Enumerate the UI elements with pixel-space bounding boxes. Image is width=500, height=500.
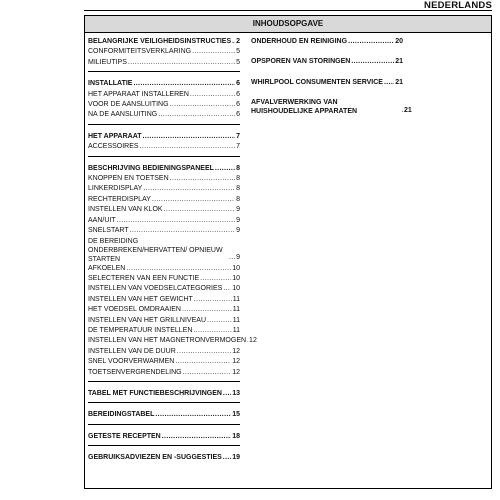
toc-leader-dots [228,253,235,263]
toc-leader-dots [182,368,232,378]
toc-box [84,15,492,489]
toc-leader-dots [191,47,235,57]
toc-entry[interactable] [88,432,240,442]
toc-page-number: 10 [232,285,240,293]
toc-section [88,453,240,466]
toc-leader-dots [246,336,248,346]
toc-entry-label: AFVALVERWERKING VAN HUISHOUDELIJKE APPARATEN [251,99,358,116]
toc-entry[interactable] [88,132,240,142]
toc-entry[interactable] [88,174,240,184]
toc-entry-label: ONDERHOUD EN REINIGING [251,38,348,45]
toc-page-number: 8 [236,175,240,183]
toc-entry[interactable] [88,357,240,367]
toc-page-number: 6 [236,90,240,98]
toc-page-number: 6 [236,111,240,119]
toc-entry[interactable] [251,98,412,116]
toc-leader-dots [222,284,231,294]
toc-entry-label: BESCHRIJVING BEDIENINGSPANEEL [88,164,214,172]
toc-entry[interactable] [88,274,240,284]
toc-entry-label: INSTALLATIE [88,80,133,88]
toc-entry-label: MILIEUTIPS [88,58,127,66]
toc-page-number: 5 [236,48,240,56]
toc-leader-dots [181,305,232,315]
toc-leader-dots [214,164,235,174]
toc-entry-label: CONFORMITEITSVERKLARING [88,48,192,56]
toc-page-number: 21 [395,78,403,86]
toc-leader-dots [350,57,394,67]
toc-entry[interactable] [88,184,240,194]
toc-entry-label: HET APPARAAT INSTALLEREN [88,90,189,98]
toc-entry[interactable] [251,57,403,67]
toc-entry[interactable] [88,100,240,110]
toc-entry[interactable] [88,164,240,174]
toc-page-number: 18 [232,432,240,440]
toc-leader-dots [231,37,235,47]
toc-entry-label: INSTELLEN VAN HET MAGNETRONVERMOGEN [88,337,247,345]
toc-entry-label: WHIRLPOOL CONSUMENTEN SERVICE [251,78,383,86]
toc-section [88,164,257,382]
toc-leader-dots [222,453,231,463]
toc-leader-dots [129,226,236,236]
toc-leader-dots [157,110,235,120]
toc-leader-dots [176,347,231,357]
toc-entry-label: BELANGRIJKE VEILIGHEIDSINSTRUCTIES [88,38,232,45]
toc-leader-dots [401,106,403,116]
toc-entry-label: NA DE AANSLUITING [88,111,158,119]
toc-leader-dots [347,37,394,47]
toc-entry-label: OPSPOREN VAN STORINGEN [251,58,351,66]
toc-entry-label: DE BEREIDING ONDERBREKEN/HERVATTEN/ OPNIEUW STARTEN [88,237,223,263]
toc-entry[interactable] [88,142,240,152]
toc-page-number: 15 [232,411,240,419]
toc-entry[interactable] [88,316,240,326]
toc-page-number: 6 [236,101,240,109]
toc-left-column [88,37,257,474]
toc-leader-dots [192,326,231,336]
toc-entry-label: AAN/UIT [88,216,116,224]
toc-entry[interactable] [88,47,240,57]
toc-page-number: 11 [232,316,240,324]
toc-page-number: 12 [232,368,240,376]
toc-entry[interactable] [88,195,240,205]
toc-entry-label: INSTELLEN VAN DE DUUR [88,347,176,355]
toc-leader-dots [169,174,235,184]
toc-page-number: 11 [232,295,240,303]
toc-page-number: 12 [232,358,240,366]
toc-entry[interactable] [251,78,403,88]
toc-leader-dots [174,357,231,367]
toc-entry-label: GETESTE RECEPTEN [88,432,161,440]
toc-entry[interactable] [88,284,240,294]
toc-entry[interactable] [251,37,403,47]
toc-leader-dots [199,274,231,284]
toc-entry[interactable] [88,216,240,226]
toc-entry-label: TOETSENVERGRENDELING [88,368,182,376]
toc-page-number: 7 [236,143,240,151]
toc-leader-dots [206,316,232,326]
toc-leader-dots [142,184,235,194]
toc-title: INHOUDSOPGAVE [85,16,491,33]
toc-entry-label: INSTELLEN VAN KLOK [88,206,163,214]
toc-page-number: 8 [236,195,240,203]
toc-leader-dots [163,205,236,215]
toc-page-number: 9 [236,254,240,262]
toc-entry[interactable] [88,347,240,357]
toc-page-number: 13 [232,389,240,397]
toc-entry-label: SNELSTART [88,227,129,235]
toc-section [88,79,240,125]
toc-entry-label: ACCESSOIRES [88,143,139,151]
toc-entry[interactable] [88,295,240,305]
toc-leader-dots [193,295,232,305]
toc-page-number: 11 [232,306,240,314]
toc-entry-label: LINKERDISPLAY [88,185,143,193]
toc-page-number: 9 [236,227,240,235]
toc-leader-dots [132,79,235,89]
toc-entry[interactable] [88,368,240,378]
toc-leader-dots [383,78,394,88]
toc-entry-label: INSTELLEN VAN HET GRILLNIVEAU [88,316,206,324]
toc-entry[interactable] [88,410,240,420]
toc-page-number: 12 [249,337,257,345]
toc-page-number: 10 [232,264,240,272]
toc-leader-dots [127,58,235,68]
toc-entry-label: SNEL VOORVERWARMEN [88,358,175,366]
toc-page-number: 11 [232,326,240,334]
toc-page-number: 21 [395,58,403,66]
toc-entry-label: HET VOEDSEL OMDRAAIEN [88,306,181,314]
toc-entry-label: GEBRUIKSADVIEZEN EN -SUGGESTIES [88,454,222,462]
toc-section [88,432,240,446]
toc-page-number: 8 [236,185,240,193]
toc-entry[interactable] [88,37,240,47]
language-label: NEDERLANDS [424,0,492,11]
toc-entry[interactable] [88,264,240,274]
toc-entry-label: VOOR DE AANSLUITING [88,101,169,109]
toc-entry-label: HET APPARAAT [88,132,142,140]
toc-entry-label: INSTELLEN VAN HET GEWICHT [88,295,193,303]
toc-entry-label: TABEL MET FUNCTIEBESCHRIJVINGEN [88,389,222,397]
toc-leader-dots [116,216,235,226]
toc-entry-label: BEREIDINGSTABEL [88,411,155,419]
toc-entry[interactable] [88,205,240,215]
toc-entry-label: KNOPPEN EN TOETSEN [88,175,169,183]
toc-entry[interactable] [88,90,240,100]
toc-leader-dots [139,142,236,152]
toc-leader-dots [154,410,231,420]
toc-leader-dots [222,389,231,399]
toc-page-number: 20 [395,38,403,45]
header-rule [84,10,492,11]
toc-page-number: 7 [236,132,240,140]
toc-page-number: 2 [236,38,240,45]
toc-leader-dots [161,432,231,442]
toc-page-number: 19 [232,454,240,462]
toc-page-number: 9 [236,206,240,214]
toc-entry[interactable] [88,336,257,346]
toc-entry-label: AFKOELEN [88,264,126,272]
toc-leader-dots [125,264,231,274]
toc-page-number: 10 [232,274,240,282]
toc-entry-label: SELECTEREN VAN EEN FUNCTIE [88,274,200,282]
toc-entry[interactable] [88,58,240,68]
toc-leader-dots [142,132,236,142]
toc-entry[interactable] [88,110,240,120]
toc-section [88,37,240,72]
toc-entry[interactable] [88,453,240,463]
toc-page-number: 21 [404,106,412,114]
toc-section [88,410,240,424]
toc-entry[interactable] [88,326,240,336]
toc-entry[interactable] [88,79,240,89]
toc-entry[interactable] [88,237,240,264]
toc-page-number: 5 [236,58,240,66]
toc-leader-dots [169,100,236,110]
toc-entry-label: RECHTERDISPLAY [88,195,151,203]
toc-page-number: 6 [236,80,240,88]
toc-section [88,389,240,403]
toc-leader-dots [189,90,235,100]
toc-page-number: 8 [236,164,240,172]
toc-entry-label: DE TEMPERATUUR INSTELLEN [88,326,193,334]
toc-entry-label: INSTELLEN VAN VOEDSELCATEGORIES [88,285,223,293]
toc-entry[interactable] [88,389,240,399]
toc-entry[interactable] [88,305,240,315]
toc-entry[interactable] [88,226,240,236]
toc-page-number: 9 [236,216,240,224]
toc-right-column [251,37,412,126]
toc-page-number: 12 [232,347,240,355]
toc-section [88,132,240,157]
toc-leader-dots [151,195,235,205]
